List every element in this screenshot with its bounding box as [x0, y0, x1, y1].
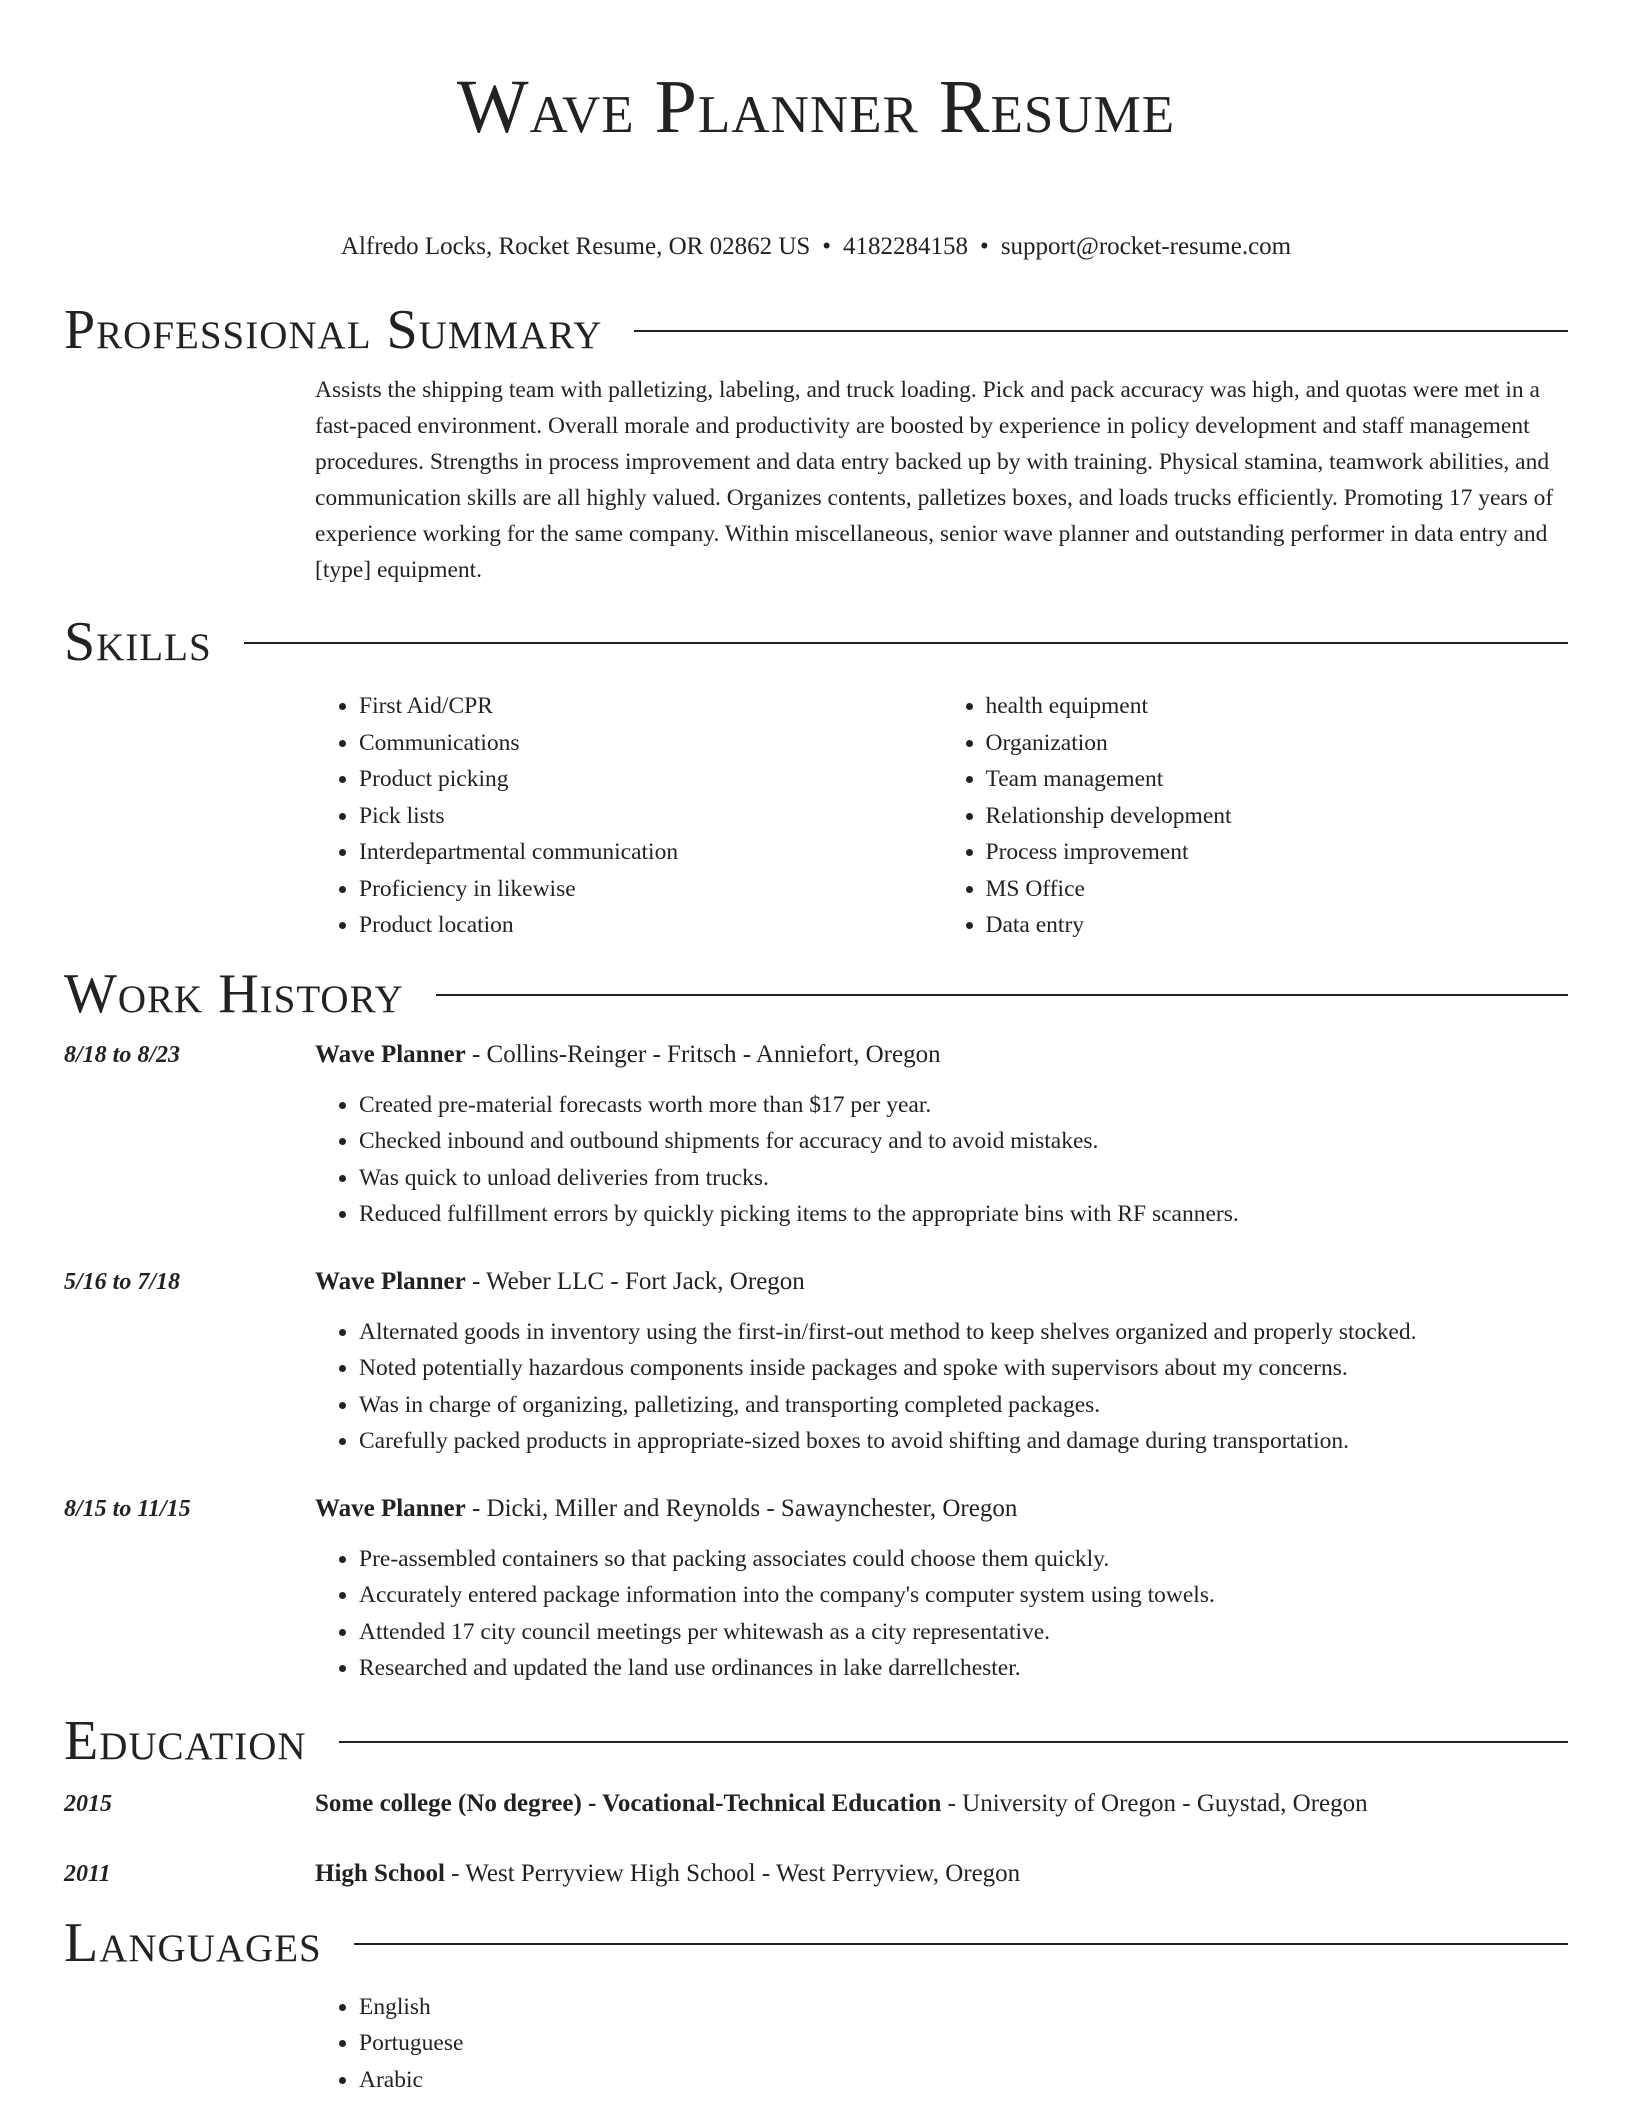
languages-section-header [64, 1911, 1568, 1975]
section-divider [436, 994, 1568, 996]
education-degree: Some college (No degree) - Vocational-Technical Education [315, 1789, 942, 1817]
job-bullet: • Created pre-material forecasts worth more than $17 per year. [359, 1087, 1568, 1124]
job-bullets [315, 1314, 1568, 1460]
skill-item: • Process improvement [986, 834, 1569, 871]
job-bullets [315, 1087, 1568, 1233]
section-divider [244, 642, 1568, 644]
education-heading: Education [64, 1709, 307, 1772]
education-entry [64, 1787, 1568, 1821]
job-details: - Collins-Reinger - Fritsch - Anniefort, Oregon [465, 1040, 941, 1068]
job-entry [64, 1265, 1568, 1460]
job-heading [315, 1038, 941, 1072]
skill-item: • Proficiency in likewise [359, 871, 942, 908]
skill-item: • Pick lists [359, 798, 942, 835]
skill-item: • MS Office [986, 871, 1569, 908]
job-details: - Weber LLC - Fort Jack, Oregon [465, 1267, 805, 1295]
resume-title: Wave Planner Resume [456, 65, 1176, 149]
skills-heading: Skills [64, 611, 212, 673]
language-item: • Portuguese [359, 2025, 1568, 2062]
job-entry [64, 1038, 1568, 1233]
job-bullet: • Noted potentially hazardous components inside packages and spoke with supervisors about my concerns. [359, 1350, 1568, 1387]
job-dates: 8/15 to 11/15 [64, 1495, 191, 1522]
job-bullet: • Was quick to unload deliveries from trucks. [359, 1160, 1568, 1197]
skill-item: • Communications [359, 725, 942, 762]
education-details: - University of Oregon - Guystad, Oregon [941, 1789, 1368, 1817]
job-dates: 8/18 to 8/23 [64, 1041, 181, 1068]
work-heading: Work History [64, 962, 404, 1025]
skills-column-right [942, 688, 1569, 944]
job-header-row [64, 1492, 1568, 1526]
education-year: 2015 [64, 1790, 112, 1817]
education-year: 2011 [64, 1860, 111, 1887]
skills-column-left [315, 688, 942, 944]
language-item: • English [359, 1989, 1568, 2026]
summary-section-header [64, 298, 1568, 362]
contact-phone: 4182284158 [843, 233, 969, 260]
job-bullet: • Attended 17 city council meetings per whitewash as a city representative. [359, 1614, 1568, 1651]
skills-section-header [64, 610, 1568, 674]
language-item: • Arabic [359, 2062, 1568, 2099]
skill-item: • First Aid/CPR [359, 688, 942, 725]
job-header-row [64, 1038, 1568, 1072]
skill-item: • Data entry [986, 907, 1569, 944]
education-section-header [64, 1709, 1568, 1773]
work-section-header [64, 962, 1568, 1026]
contact-line [64, 232, 1568, 262]
job-title: Wave Planner [315, 1040, 466, 1068]
skill-item: • Product picking [359, 761, 942, 798]
job-bullet: • Researched and updated the land use ordinances in lake darrellchester. [359, 1650, 1568, 1687]
education-degree: High School [315, 1859, 445, 1887]
languages-heading: Languages [64, 1911, 322, 1974]
skill-item: • Team management [986, 761, 1569, 798]
summary-heading: Professional Summary [64, 299, 603, 361]
job-dates: 5/16 to 7/18 [64, 1268, 181, 1295]
section-divider [339, 1741, 1568, 1743]
summary-body [315, 372, 1568, 588]
section-divider [634, 330, 1568, 332]
skill-item: • health equipment [986, 688, 1569, 725]
job-details: - Dicki, Miller and Reynolds - Sawaynchester, Oregon [465, 1494, 1018, 1522]
education-heading-line [315, 1787, 1368, 1821]
summary-text: Assists the shipping team with palletizing, labeling, and truck loading. Pick and pack accuracy was high, and quotas were met in a fast-paced environment. Overall morale and productivity are boosted by experience in policy development and staff management procedures. Strengths in process improvement and data entry backed up by with training. Physical stamina, teamwork abilities, and communication skills are all highly valued. Organizes contents, palletizes boxes, and loads trucks efficiently. Promoting 17 years of experience working for the same company. Within miscellaneous, senior wave planner and outstanding performer in data entry and [type] equipment. [315, 377, 1554, 583]
contact-email[interactable]: support@rocket-resume.com [1000, 233, 1292, 260]
job-title: Wave Planner [315, 1494, 466, 1522]
contact-separator: • [822, 233, 832, 260]
skills-list [315, 688, 1568, 944]
job-entry [64, 1492, 1568, 1687]
section-divider [354, 1943, 1568, 1945]
job-bullet: • Carefully packed products in appropriate-sized boxes to avoid shifting and damage during transportation. [359, 1423, 1568, 1460]
education-heading-line [315, 1857, 1020, 1891]
job-bullet: • Accurately entered package information into the company's computer system using towels. [359, 1577, 1568, 1614]
job-heading [315, 1492, 1017, 1526]
job-bullet: • Pre-assembled containers so that packing associates could choose them quickly. [359, 1541, 1568, 1578]
languages-list [315, 1989, 1568, 2099]
skill-item: • Relationship development [986, 798, 1569, 835]
skill-item: • Product location [359, 907, 942, 944]
job-bullet: • Alternated goods in inventory using the first-in/first-out method to keep shelves organized and properly stocked. [359, 1314, 1568, 1351]
job-bullet: • Checked inbound and outbound shipments for accuracy and to avoid mistakes. [359, 1123, 1568, 1160]
job-bullet: • Reduced fulfillment errors by quickly picking items to the appropriate bins with RF scanners. [359, 1196, 1568, 1233]
job-header-row [64, 1265, 1568, 1299]
job-title: Wave Planner [315, 1267, 466, 1295]
skill-item: • Interdepartmental communication [359, 834, 942, 871]
skill-item: • Organization [986, 725, 1569, 762]
education-details: - West Perryview High School - West Perryview, Oregon [444, 1859, 1021, 1887]
contact-separator: • [980, 233, 989, 260]
job-bullets [315, 1541, 1568, 1687]
job-bullet: • Was in charge of organizing, palletizing, and transporting completed packages. [359, 1387, 1568, 1424]
job-heading [315, 1265, 805, 1299]
contact-address: Alfredo Locks, Rocket Resume, OR 02862 US [340, 233, 811, 260]
education-entry [64, 1857, 1568, 1891]
